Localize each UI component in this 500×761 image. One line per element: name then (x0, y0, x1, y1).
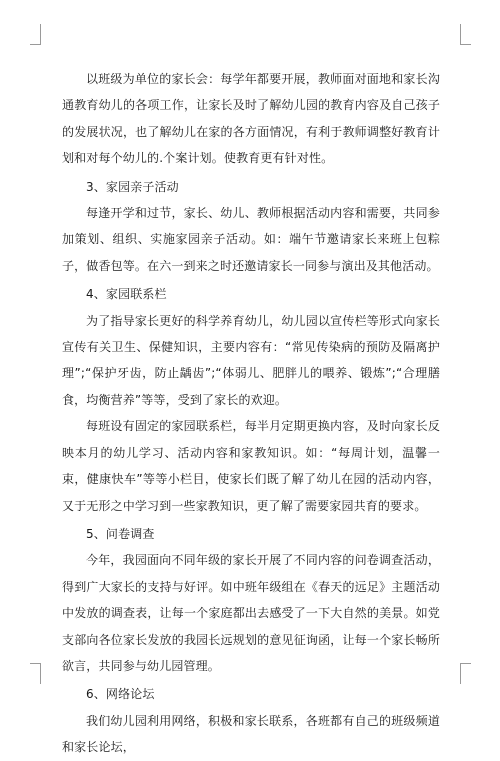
document-body (62, 66, 440, 761)
paragraph-parent-meeting: 以班级为单位的家长会：每学年都要开展，教师面对面地和家长沟通教育幼儿的各项工作，让家长及时了解幼儿园的教育内容及自己孩子的发展状况，也了解幼儿在家的各方面情况，有利于教师调整好教育计划和对每个幼儿的.个案计划。使教育更有针对性。 (62, 72, 440, 166)
crop-mark-bottom-right (460, 663, 471, 684)
crop-mark-bottom-left (30, 663, 41, 684)
crop-mark-top-left (30, 24, 41, 45)
crop-mark-top-right (460, 24, 471, 45)
heading-parent-child-activity: 3、家园亲子活动 (86, 179, 179, 194)
heading-online-forum: 6、网络论坛 (86, 687, 155, 702)
paragraph-class-contact-board: 每班设有固定的家园联系栏，每半月定期更换内容，及时向家长反映本月的幼儿学习、活动内容和家教知识。如：“每周计划，温馨一束，健康快车”等等小栏目，使家长们既了解了幼儿在园的活动内容，又于无形之中学习到一些家教知识，更了解了需要家园共育的要求。 (62, 419, 440, 513)
heading-contact-board: 4、家园联系栏 (86, 287, 167, 302)
paragraph-parent-child-activity: 每逢开学和过节，家长、幼儿、教师根据活动内容和需要，共同参加策划、组织、实施家园亲子活动。如：端午节邀请家长来班上包粽子，做香包等。在六一到来之时还邀请家长一同参与演出及其他活动。 (62, 206, 440, 273)
paragraph-online-forum: 我们幼儿园利用网络，积极和家长联系，各班都有自己的班级频道和家长论坛， (62, 713, 440, 755)
heading-questionnaire: 5、问卷调查 (86, 526, 155, 541)
paragraph-questionnaire: 今年，我园面向不同年级的家长开展了不同内容的问卷调查活动，得到广大家长的支持与好评。如中班年级组在《春天的远足》主题活动中发放的调查表，让每一个家庭都出去感受了一下大自然的美景。如党支部向各位家长发放的我园长远规划的意见征询函，让每一个家长畅所欲言，共同参与幼儿园管理。 (62, 553, 440, 673)
paragraph-health-promotion: 为了指导家长更好的科学养育幼儿，幼儿园以宣传栏等形式向家长宣传有关卫生、保健知识，主要内容有：“常见传染病的预防及隔离护理”;“保护牙齿，防止龋齿”;“体弱儿、肥胖儿的喂养、锻炼”;“合理膳食，均衡营养”等等，受到了家长的欢迎。 (62, 313, 440, 407)
